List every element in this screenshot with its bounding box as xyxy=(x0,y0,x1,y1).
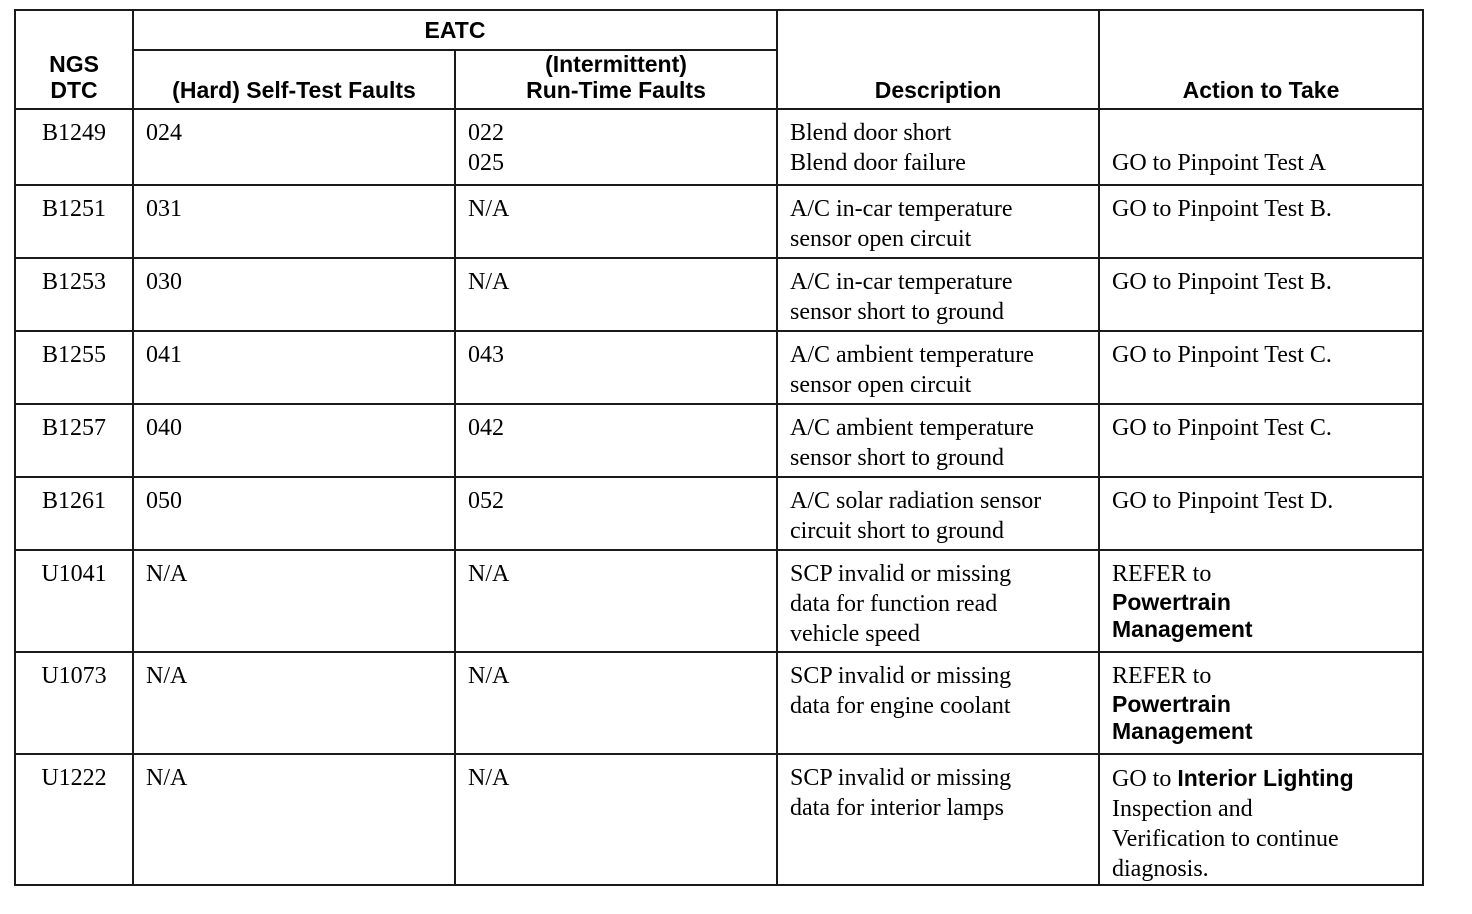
header-self-test: (Hard) Self-Test Faults xyxy=(133,50,455,109)
table-row xyxy=(15,258,1423,331)
run-time-cell: N/A xyxy=(455,258,777,331)
run-time-cell: N/A xyxy=(455,185,777,258)
run-time-cell: 052 xyxy=(455,477,777,550)
header-run-time: (Intermittent) Run-Time Faults xyxy=(455,50,777,109)
dtc-code-cell: B1253 xyxy=(15,258,133,331)
table-row xyxy=(15,404,1423,477)
dtc-code-cell: B1255 xyxy=(15,331,133,404)
header-eatc: EATC xyxy=(133,10,777,50)
dtc-code-cell: B1261 xyxy=(15,477,133,550)
description-cell: A/C ambient temperature sensor open circuit xyxy=(777,331,1099,404)
self-test-cell: 050 xyxy=(133,477,455,550)
table-row xyxy=(15,185,1423,258)
dtc-code-cell: B1249 xyxy=(15,109,133,185)
header-description: Description xyxy=(777,10,1099,109)
self-test-cell: 031 xyxy=(133,185,455,258)
action-cell: GO to Pinpoint Test B. xyxy=(1099,185,1423,258)
self-test-cell: N/A xyxy=(133,550,455,652)
action-cell: REFER to Powertrain Management xyxy=(1099,652,1423,754)
self-test-cell: 024 xyxy=(133,109,455,185)
description-cell: SCP invalid or missing data for function read vehicle speed xyxy=(777,550,1099,652)
description-cell: A/C in-car temperature sensor short to ground xyxy=(777,258,1099,331)
description-cell: Blend door short Blend door failure xyxy=(777,109,1099,185)
table-row xyxy=(15,550,1423,652)
action-cell: GO to Pinpoint Test C. xyxy=(1099,404,1423,477)
run-time-cell: N/A xyxy=(455,652,777,754)
description-cell: A/C ambient temperature sensor short to ground xyxy=(777,404,1099,477)
header-row-top xyxy=(15,10,1423,50)
action-cell: REFER to Powertrain Management xyxy=(1099,550,1423,652)
dtc-table xyxy=(14,9,1424,886)
action-cell: GO to Interior Lighting Inspection and Verification to continue diagnosis. xyxy=(1099,754,1423,885)
dtc-code-cell: U1073 xyxy=(15,652,133,754)
run-time-cell: 043 xyxy=(455,331,777,404)
action-cell: GO to Pinpoint Test A xyxy=(1099,109,1423,185)
table-row xyxy=(15,652,1423,754)
table-row xyxy=(15,754,1423,885)
description-cell: A/C in-car temperature sensor open circuit xyxy=(777,185,1099,258)
header-ngs-dtc: NGS DTC xyxy=(15,10,133,109)
action-cell: GO to Pinpoint Test D. xyxy=(1099,477,1423,550)
description-cell: SCP invalid or missing data for interior lamps xyxy=(777,754,1099,885)
run-time-cell: 022 025 xyxy=(455,109,777,185)
description-cell: A/C solar radiation sensor circuit short to ground xyxy=(777,477,1099,550)
dtc-code-cell: B1257 xyxy=(15,404,133,477)
self-test-cell: 040 xyxy=(133,404,455,477)
action-cell: GO to Pinpoint Test C. xyxy=(1099,331,1423,404)
table-row xyxy=(15,109,1423,185)
table-row xyxy=(15,477,1423,550)
run-time-cell: 042 xyxy=(455,404,777,477)
self-test-cell: 030 xyxy=(133,258,455,331)
table-header xyxy=(15,10,1423,109)
table-row xyxy=(15,331,1423,404)
dtc-code-cell: U1222 xyxy=(15,754,133,885)
self-test-cell: N/A xyxy=(133,754,455,885)
description-cell: SCP invalid or missing data for engine coolant xyxy=(777,652,1099,754)
dtc-code-cell: U1041 xyxy=(15,550,133,652)
run-time-cell: N/A xyxy=(455,754,777,885)
action-cell: GO to Pinpoint Test B. xyxy=(1099,258,1423,331)
header-action: Action to Take xyxy=(1099,10,1423,109)
dtc-code-cell: B1251 xyxy=(15,185,133,258)
run-time-cell: N/A xyxy=(455,550,777,652)
self-test-cell: 041 xyxy=(133,331,455,404)
self-test-cell: N/A xyxy=(133,652,455,754)
table-body xyxy=(15,109,1423,885)
